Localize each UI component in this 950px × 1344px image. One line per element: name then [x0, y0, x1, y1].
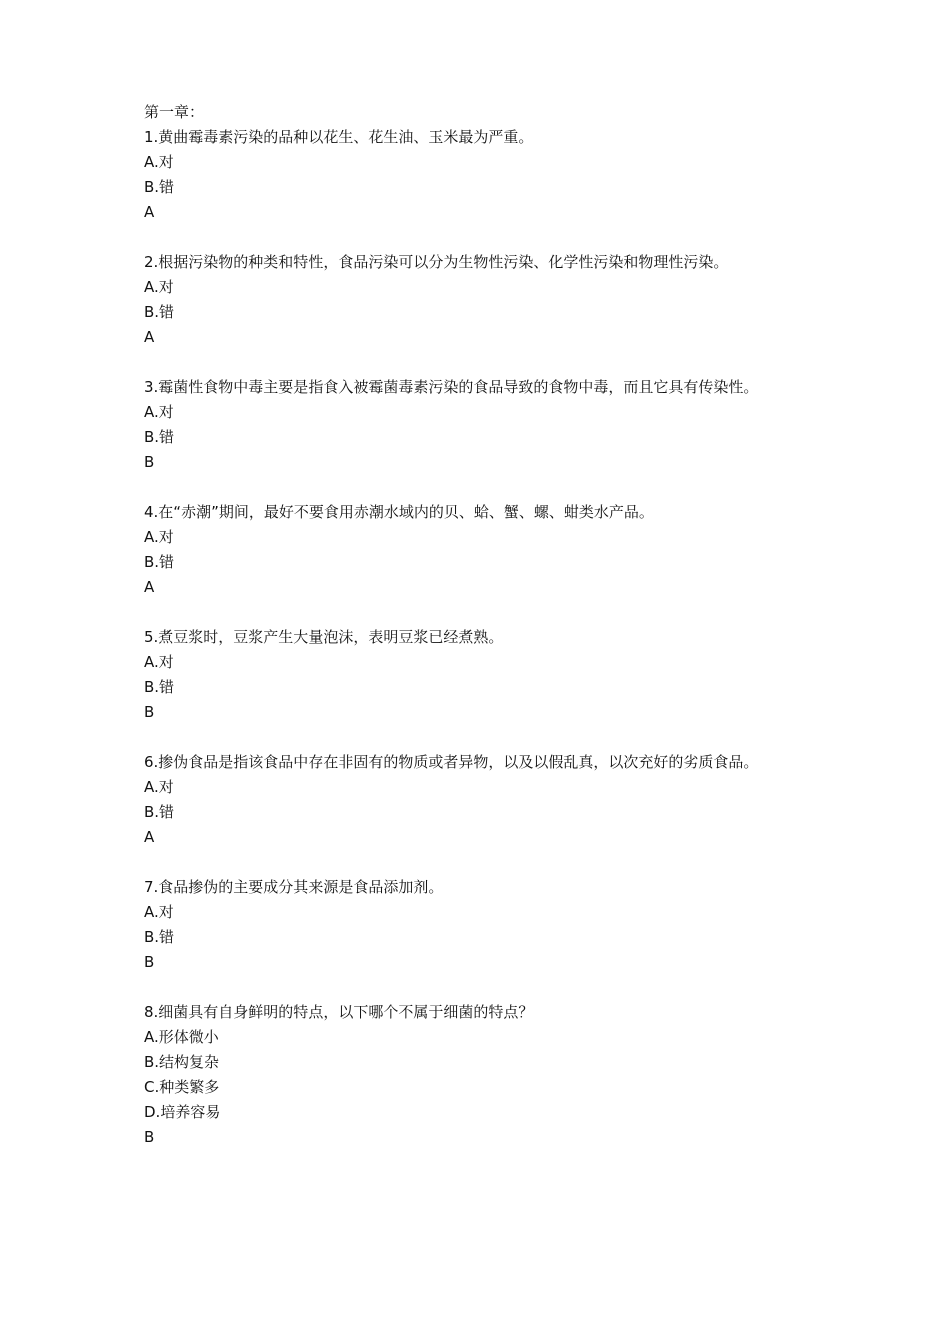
question-2 — [144, 250, 824, 350]
answer: A — [144, 328, 155, 346]
option-c: C.种类繁多 — [144, 1078, 220, 1096]
option-a: A.对 — [144, 653, 174, 671]
option-b: B.错 — [144, 553, 175, 571]
option-a: A.对 — [144, 153, 174, 171]
option-b: B.错 — [144, 303, 175, 321]
option-a: A.对 — [144, 403, 174, 421]
question-3 — [144, 375, 824, 475]
answer: B — [144, 453, 155, 471]
chapter-title: 第一章： — [144, 103, 205, 121]
option-a: A.对 — [144, 778, 174, 796]
question-1 — [144, 125, 824, 225]
option-b: B.错 — [144, 928, 175, 946]
option-a: A.对 — [144, 903, 174, 921]
option-a: A.形体微小 — [144, 1028, 219, 1046]
option-a: A.对 — [144, 278, 174, 296]
question-stem: 5.煮豆浆时，豆浆产生大量泡沫，表明豆浆已经煮熟。 — [144, 628, 504, 646]
question-5 — [144, 625, 824, 725]
answer: A — [144, 578, 155, 596]
question-7 — [144, 875, 824, 975]
answer: B — [144, 703, 155, 721]
question-stem: 4.在“赤潮”期间，最好不要食用赤潮水域内的贝、蛤、蟹、螺、蚶类水产品。 — [144, 503, 654, 521]
answer: A — [144, 203, 155, 221]
question-stem: 8.细菌具有自身鲜明的特点，以下哪个不属于细菌的特点？ — [144, 1003, 534, 1021]
question-6 — [144, 750, 824, 850]
question-8 — [144, 1000, 824, 1150]
answer: B — [144, 1128, 155, 1146]
option-b: B.错 — [144, 803, 175, 821]
question-stem: 1.黄曲霉毒素污染的品种以花生、花生油、玉米最为严重。 — [144, 128, 534, 146]
document-content — [144, 100, 824, 1175]
option-b: B.错 — [144, 178, 175, 196]
question-stem: 7.食品掺伪的主要成分其来源是食品添加剂。 — [144, 878, 444, 896]
option-b: B.错 — [144, 428, 175, 446]
option-a: A.对 — [144, 528, 174, 546]
question-4 — [144, 500, 824, 600]
option-d: D.培养容易 — [144, 1103, 221, 1121]
option-b: B.错 — [144, 678, 175, 696]
question-stem: 6.掺伪食品是指该食品中存在非固有的物质或者异物，以及以假乱真，以次充好的劣质食品。 — [144, 753, 759, 771]
answer: A — [144, 828, 155, 846]
question-stem: 3.霉菌性食物中毒主要是指食入被霉菌毒素污染的食品导致的食物中毒，而且它具有传染性。 — [144, 378, 759, 396]
answer: B — [144, 953, 155, 971]
question-stem: 2.根据污染物的种类和特性，食品污染可以分为生物性污染、化学性污染和物理性污染。 — [144, 253, 729, 271]
option-b: B.结构复杂 — [144, 1053, 220, 1071]
